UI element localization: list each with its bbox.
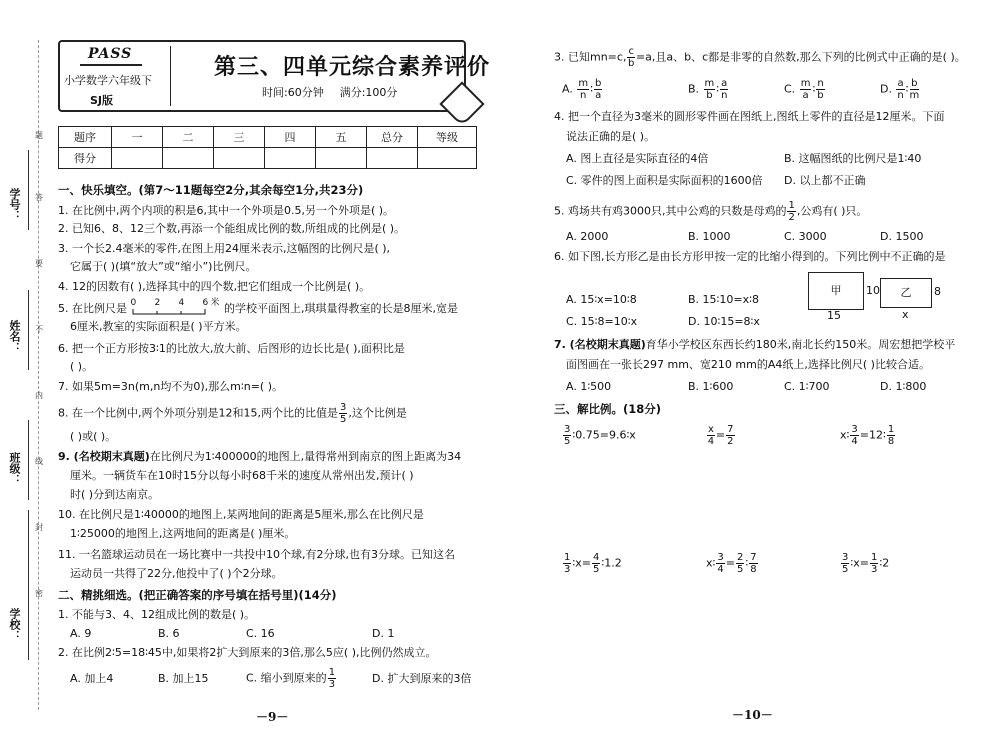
s2-q3-opt-a[interactable]: A. $\frac{m}{n}$ ∶ $\frac{b}{a}$ xyxy=(562,78,602,101)
s2-q5-opt-c[interactable]: C. 3000 xyxy=(784,230,827,243)
numerator: 1 xyxy=(328,667,336,678)
student-id-label: 学号： xyxy=(8,188,21,221)
numerator: a xyxy=(897,78,904,89)
ruler-tick-4: 4 xyxy=(178,298,185,308)
s2-q5-opt-a[interactable]: A. 2000 xyxy=(566,230,609,243)
numerator: 1 xyxy=(870,552,878,563)
option-text: C. 缩小到原来的 xyxy=(246,671,327,685)
seal-char: 线 xyxy=(35,457,43,466)
numerator: x xyxy=(708,424,714,435)
denominator: 5 xyxy=(592,564,600,575)
s2-q7-opt-a[interactable]: A. 1∶500 xyxy=(566,380,612,393)
seal-char: 答 xyxy=(35,193,43,202)
q8-suffix: ,这个比例是 xyxy=(348,406,407,420)
seal-char: 密 xyxy=(35,589,43,598)
s2-q6-opt-a[interactable]: A. 15∶x=10∶8 xyxy=(566,293,637,306)
q3-suffix: =a,且a、b、c都是非零的自然数,那么下列的比例式中正确的是( )。 xyxy=(635,50,966,64)
fraction xyxy=(736,552,744,575)
score-header-cell: 五 xyxy=(316,127,367,148)
s2-q7-opt-c[interactable]: C. 1∶700 xyxy=(784,380,830,393)
score-cell[interactable] xyxy=(112,148,163,169)
s2-q1-opt-d[interactable]: D. 1 xyxy=(372,627,395,640)
class-label: 班级： xyxy=(8,452,21,485)
denominator: 8 xyxy=(750,564,757,575)
s2-q2-opt-c[interactable] xyxy=(246,667,337,690)
eq-text: = xyxy=(725,556,735,570)
section3-title: 三、解比例。(18分) xyxy=(554,402,662,416)
school-label: 学校： xyxy=(8,608,21,641)
s1-q6-line1: 6. 把一个正方形按3∶1的比放大,放大前、后图形的边长比是( ),面积比是 xyxy=(58,342,405,355)
eq-text: ∶0.75=9.6∶x xyxy=(572,428,636,442)
score-table xyxy=(58,126,477,169)
s2-q4-line1: 4. 把一个直径为3毫米的圆形零件画在图纸上,图纸上零件的直径是12厘米。下面 xyxy=(554,110,945,123)
pass-logo: PASS xyxy=(88,46,133,62)
equation-3 xyxy=(840,424,896,447)
grade-label: 小学数学六年级下 xyxy=(64,74,152,87)
rect-yi-side: 8 xyxy=(934,285,941,298)
logo-underline xyxy=(80,64,142,66)
rect-yi-bottom: x xyxy=(902,308,909,321)
s1-q9-line3: 时( )分到达南京。 xyxy=(70,488,160,501)
rectangle-yi xyxy=(880,278,932,308)
fraction xyxy=(720,78,728,101)
student-id-line xyxy=(28,150,29,230)
s2-q7-opt-b[interactable]: B. 1∶600 xyxy=(688,380,734,393)
score-cell[interactable] xyxy=(163,148,214,169)
name-label: 姓名： xyxy=(8,320,21,353)
denominator: 4 xyxy=(717,564,724,575)
q3-prefix: 3. 已知mn=c, xyxy=(554,50,627,64)
equation-6 xyxy=(840,552,889,575)
score-header-cell: 二 xyxy=(163,127,214,148)
q5-suffix: ,公鸡有( )只。 xyxy=(796,204,868,218)
s2-q4-line2: 说法正确的是( )。 xyxy=(566,130,656,143)
s2-q3 xyxy=(554,46,966,69)
fraction xyxy=(870,552,878,575)
s2-q6-opt-b[interactable]: B. 15∶10=x∶8 xyxy=(688,293,759,306)
equation-2 xyxy=(706,424,736,447)
option-letter: A. xyxy=(562,82,573,96)
score-header-cell: 等级 xyxy=(418,127,477,148)
time-limit: 时间:60分钟 xyxy=(262,86,324,99)
s2-q1: 1. 不能与3、4、12组成比例的数是( )。 xyxy=(58,608,256,621)
s1-q1: 1. 在比例中,两个内项的积是6,其中一个外项是0.5,另一个外项是( )。 xyxy=(58,204,395,217)
s1-q8-line2: ( )或( )。 xyxy=(70,430,117,443)
numerator: c xyxy=(628,46,634,57)
s1-q11-line1: 11. 一名篮球运动员在一场比赛中一共投中10个球,有2分球,也有3分球。已知这名 xyxy=(58,548,455,561)
binding-column xyxy=(0,0,43,750)
s2-q4-opt-a[interactable]: A. 图上直径是实际直径的4倍 xyxy=(566,152,709,165)
numerator: 4 xyxy=(592,552,600,563)
s2-q5-opt-b[interactable]: B. 1000 xyxy=(688,230,731,243)
rect-jia-bottom: 15 xyxy=(827,309,841,322)
denominator: a xyxy=(595,90,602,101)
s1-q11-line2: 运动员一共得了22分,他投中了( )个2分球。 xyxy=(70,567,283,580)
denominator: 2 xyxy=(788,212,795,223)
numerator: 3 xyxy=(717,552,724,563)
s1-q3-line2: 它属于( )(填“放大”或“缩小”)比例尺。 xyxy=(70,260,257,273)
s1-q9-line1 xyxy=(58,450,461,464)
denominator: 5 xyxy=(842,564,849,575)
ruler-tick-2: 2 xyxy=(154,298,161,308)
numerator: a xyxy=(721,78,728,89)
s2-q6: 6. 如下图,长方形乙是由长方形甲按一定的比缩小得到的。下列比例中不正确的是 xyxy=(554,250,946,263)
fraction xyxy=(726,424,734,447)
score-header-cell: 总分 xyxy=(367,127,418,148)
s2-q7-line2: 面图画在一张长297 mm、宽210 mm的A4纸上,选择比例尺( )比较合适。 xyxy=(566,358,930,371)
eq-text: = xyxy=(715,428,726,442)
equation-4 xyxy=(562,552,622,575)
s1-q3-line1: 3. 一个长2.4毫米的零件,在图上用24厘米表示,这幅图的比例尺是( ), xyxy=(58,242,391,255)
fraction xyxy=(816,78,824,101)
rect-yi-label: 乙 xyxy=(900,286,912,299)
s2-q7-opt-d[interactable]: D. 1∶800 xyxy=(880,380,927,393)
denominator: 8 xyxy=(887,436,895,447)
numerator: m xyxy=(578,78,589,89)
denominator: 2 xyxy=(727,436,734,447)
fraction xyxy=(563,424,571,447)
seal-char: 封 xyxy=(35,523,43,532)
fraction xyxy=(592,552,600,575)
school-line xyxy=(28,510,29,660)
score-table-row xyxy=(59,148,477,169)
ruler-tick-6: 6 xyxy=(202,298,209,308)
score-header-cell: 四 xyxy=(265,127,316,148)
exam-info xyxy=(262,84,413,100)
fraction-3-5 xyxy=(339,402,347,425)
fraction xyxy=(716,552,724,575)
option-letter: B. xyxy=(688,82,700,96)
s2-q5 xyxy=(554,200,867,223)
edition-label: SJ版 xyxy=(90,94,114,107)
rect-jia-label: 甲 xyxy=(830,284,842,297)
denominator: 3 xyxy=(328,679,336,690)
section2-title: 二、精挑细选。(把正确答案的序号填在括号里)(14分) xyxy=(58,588,337,602)
score-header-cell: 题序 xyxy=(59,127,112,148)
s2-q5-opt-d[interactable]: D. 1500 xyxy=(880,230,924,243)
numerator: 2 xyxy=(736,552,744,563)
class-line xyxy=(28,420,29,500)
s2-q1-opt-b[interactable]: B. 6 xyxy=(158,627,180,640)
denominator: a xyxy=(802,90,809,101)
numerator: b xyxy=(911,78,918,89)
s2-q2-opt-b[interactable]: B. 加上15 xyxy=(158,672,209,685)
denominator: 4 xyxy=(707,436,715,447)
scale-ruler xyxy=(130,298,221,316)
q9-text: 在比例尺为1∶400000的地图上,量得常州到南京的图上距离为34 xyxy=(149,450,462,463)
denominator: n xyxy=(721,90,728,101)
rect-jia-side: 10 xyxy=(866,284,880,297)
score-header-cell: 一 xyxy=(112,127,163,148)
seal-char: 内 xyxy=(35,391,43,400)
equation-5 xyxy=(706,552,759,575)
denominator: 5 xyxy=(339,414,347,425)
page-number-right: －10－ xyxy=(732,708,773,722)
score-cell[interactable] xyxy=(418,148,477,169)
s2-q3-opt-c[interactable]: C. $\frac{m}{a}$ ∶ $\frac{n}{b}$ xyxy=(784,78,824,101)
page-title: 第三、四单元综合素养评价 xyxy=(214,55,491,80)
denominator: 3 xyxy=(564,564,571,575)
ruler-tick-0: 0 xyxy=(130,298,137,308)
fraction xyxy=(563,552,571,575)
score-cell[interactable] xyxy=(265,148,316,169)
q5-prefix: 5. 在比例尺是 xyxy=(58,302,127,315)
s2-q6-opt-c[interactable]: C. 15∶8=10∶x xyxy=(566,315,638,328)
fraction xyxy=(800,78,812,101)
numerator: m xyxy=(800,78,811,89)
fraction-1-2 xyxy=(787,200,795,223)
fraction xyxy=(704,78,716,101)
ruler-unit: 米 xyxy=(210,298,220,308)
fraction xyxy=(594,78,602,101)
fraction-1-3 xyxy=(328,667,336,690)
fraction xyxy=(850,424,858,447)
s1-q10-line1: 10. 在比例尺是1∶40000的地图上,某两地间的距离是5厘米,那么在比例尺是 xyxy=(58,508,424,521)
score-cell[interactable] xyxy=(316,148,367,169)
s2-q2: 2. 在比例2∶5=18∶45中,如果将2扩大到原来的3倍,那么5应( ),比例仍然成立。 xyxy=(58,646,437,659)
denominator: b xyxy=(706,90,713,101)
numerator: 1 xyxy=(887,424,895,435)
numerator: b xyxy=(594,78,602,89)
score-row-label: 得分 xyxy=(59,148,112,169)
numerator: 3 xyxy=(564,424,571,435)
denominator: 5 xyxy=(736,564,744,575)
denominator: 4 xyxy=(851,436,858,447)
page-number-left: －9－ xyxy=(256,710,289,724)
option-letter: D. xyxy=(880,82,892,96)
denominator: b xyxy=(817,90,824,101)
numerator: 7 xyxy=(750,552,757,563)
seal-char: 要 xyxy=(35,259,43,268)
eq-text: x∶ xyxy=(840,428,850,442)
numerator: 1 xyxy=(788,200,795,211)
q5-prefix: 5. 鸡场共有鸡3000只,其中公鸡的只数是母鸡的 xyxy=(554,204,787,218)
name-line xyxy=(28,290,29,370)
numerator: 1 xyxy=(564,552,571,563)
score-table-header xyxy=(59,127,477,148)
fraction xyxy=(577,78,589,101)
s2-q4-opt-c[interactable]: C. 零件的图上面积是实际面积的1600倍 xyxy=(566,174,763,187)
fraction xyxy=(841,552,849,575)
section1-title: 一、快乐填空。(第7～11题每空2分,其余每空1分,共23分) xyxy=(58,183,364,197)
score-cell[interactable] xyxy=(214,148,265,169)
s2-q4-opt-d[interactable]: D. 以上都不正确 xyxy=(784,174,866,187)
s2-q1-opt-c[interactable]: C. 16 xyxy=(246,627,275,640)
eq-text: ∶ xyxy=(745,556,749,570)
s1-q6-line2: ( )。 xyxy=(70,360,94,373)
s2-q4-opt-b[interactable]: B. 这幅图纸的比例尺是1∶40 xyxy=(784,152,922,165)
numerator: 3 xyxy=(842,552,849,563)
denominator: 3 xyxy=(870,564,878,575)
option-letter: C. xyxy=(784,82,796,96)
fraction xyxy=(887,424,895,447)
eq-text: =12∶ xyxy=(859,428,886,442)
full-score: 满分:100分 xyxy=(339,86,398,99)
s1-q4: 4. 12的因数有( ),选择其中的四个数,把它们组成一个比例是( )。 xyxy=(58,280,371,293)
s1-q2: 2. 已知6、8、12三个数,再添一个能组成比例的数,所组成的比例是( )。 xyxy=(58,222,406,235)
q9-tag: 9. (名校期末真题) xyxy=(58,450,150,463)
score-cell[interactable] xyxy=(367,148,418,169)
seal-char: 题 xyxy=(35,131,43,140)
ruler-bar xyxy=(131,309,211,315)
s2-q1-opt-a[interactable]: A. 9 xyxy=(70,627,92,640)
eq-text: ∶x= xyxy=(572,556,591,570)
eq-text: x∶ xyxy=(706,556,716,570)
q8-prefix: 8. 在一个比例中,两个外项分别是12和15,两个比的比值是 xyxy=(58,406,338,420)
q5-suffix: 的学校平面图上,琪琪量得教室的长是8厘米,宽是 xyxy=(224,302,458,315)
equation-1 xyxy=(562,424,636,447)
numerator: n xyxy=(817,78,824,89)
numerator: m xyxy=(704,78,715,89)
denominator: m xyxy=(909,90,920,101)
s2-q2-opt-a[interactable]: A. 加上4 xyxy=(70,672,114,685)
s2-q3-opt-b[interactable]: B. $\frac{m}{b}$ ∶ $\frac{a}{n}$ xyxy=(688,78,728,101)
s2-q3-opt-d[interactable]: D. $\frac{a}{n}$ ∶ $\frac{b}{m}$ xyxy=(880,78,920,101)
fraction xyxy=(749,552,757,575)
numerator: 3 xyxy=(339,402,347,413)
s1-q5-line1 xyxy=(58,298,458,316)
denominator: 5 xyxy=(564,436,571,447)
s2-q2-opt-d[interactable]: D. 扩大到原来的3倍 xyxy=(372,672,472,685)
numerator: 3 xyxy=(851,424,858,435)
seal-char: 不 xyxy=(35,325,43,334)
denominator: n xyxy=(897,90,904,101)
fraction xyxy=(909,78,919,101)
eq-text: ∶x= xyxy=(850,556,869,570)
q7-tag: 7. (名校期末真题) xyxy=(554,338,646,351)
numerator: 7 xyxy=(727,424,734,435)
s1-q5-line2: 6厘米,教室的实际面积是( )平方米。 xyxy=(70,320,247,333)
s1-q10-line2: 1∶25000的地图上,这两地间的距离是( )厘米。 xyxy=(70,527,296,540)
s2-q7-line1 xyxy=(554,338,955,352)
rectangle-jia xyxy=(808,272,864,310)
s1-q8-line1 xyxy=(58,402,407,425)
s2-q6-opt-d[interactable]: D. 10∶15=8∶x xyxy=(688,315,760,328)
fraction-c-b xyxy=(627,46,635,69)
eq-text: ∶1.2 xyxy=(601,556,622,570)
s1-q7: 7. 如果5m=3n(m,n均不为0),那么m∶n=( )。 xyxy=(58,380,283,393)
fraction xyxy=(896,78,904,101)
right-page xyxy=(500,0,1000,750)
fraction xyxy=(707,424,715,447)
header-divider xyxy=(170,46,171,106)
s1-q9-line2: 厘米。一辆货车在10时15分以每小时68千米的速度从常州出发,预计( ) xyxy=(70,469,414,482)
eq-text: ∶2 xyxy=(879,556,890,570)
denominator: b xyxy=(628,58,635,69)
denominator: n xyxy=(580,90,587,101)
score-header-cell: 三 xyxy=(214,127,265,148)
q7-text: 育华小学校区东西长约180米,南北长约150米。周宏想把学校平 xyxy=(645,338,956,351)
